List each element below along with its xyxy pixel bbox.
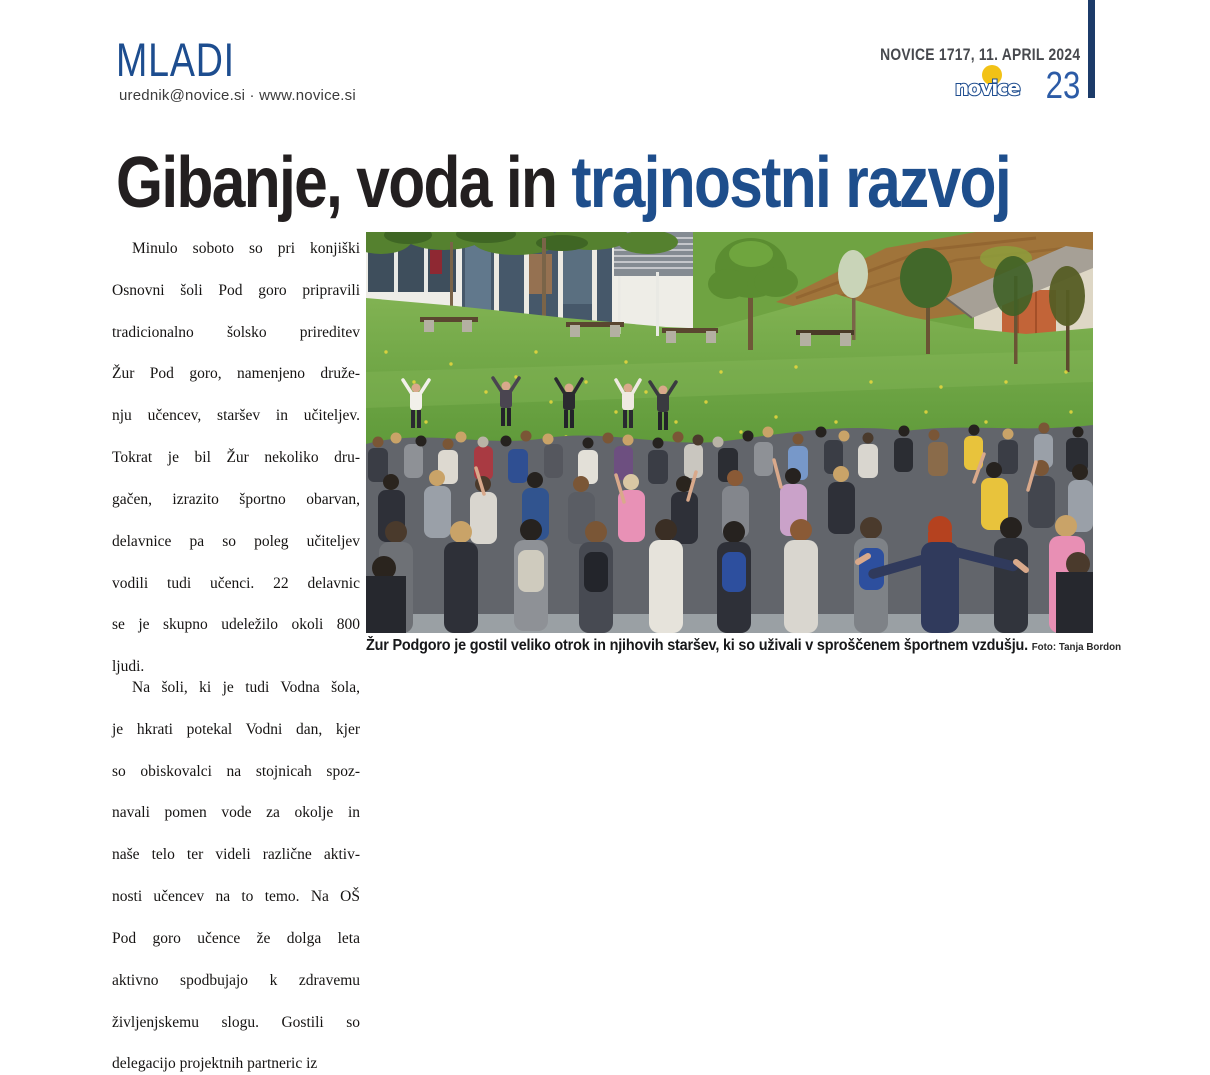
photo-crowd bbox=[366, 423, 1093, 634]
logo-text: novice bbox=[954, 76, 1019, 100]
article-line: nosti učencev na to temo. Na OŠ bbox=[112, 888, 360, 906]
article-paragraph bbox=[112, 678, 360, 1075]
corner-bar bbox=[1088, 0, 1095, 98]
article-line: Osnovni šoli Pod goro pripravili bbox=[112, 281, 360, 299]
logo-row bbox=[946, 64, 1080, 107]
article-line: je hkrati potekal Vodni dan, kjer bbox=[112, 720, 360, 738]
article-line: gačen, izrazito športno obarvan, bbox=[112, 490, 360, 508]
article-line: delegacijo projektnih partneric iz bbox=[112, 1055, 318, 1073]
article-line: Na šoli, ki je tudi Vodna šola, bbox=[132, 679, 360, 697]
article-line: Minulo soboto so pri konjiški bbox=[132, 240, 360, 257]
contact-line: urednik@novice.si · www.novice.si bbox=[119, 87, 356, 104]
headline-black-part: Gibanje, voda in bbox=[116, 143, 572, 223]
article-line: Tokrat je bil Žur nekoliko dru- bbox=[112, 449, 360, 467]
article-line: nju učencev, staršev in učiteljev. bbox=[112, 407, 360, 425]
photo-caption: Žur Podgoro je gostil veliko otrok in njihovih staršev, ki so uživali v sproščenem športnem vzdušju. bbox=[366, 637, 1029, 654]
photo-caption-row bbox=[366, 637, 1122, 655]
section-title: MLADI bbox=[116, 33, 235, 86]
novice-logo bbox=[946, 64, 1028, 102]
article-line: so obiskovalci na stojnicah spoz- bbox=[112, 762, 360, 780]
article-line: naše telo ter videli različne aktiv- bbox=[112, 846, 360, 864]
article-headline bbox=[116, 143, 1010, 223]
photo-credit: Foto: Tanja Bordon bbox=[1031, 641, 1122, 653]
article-line: življenjskemu slogu. Gostili so bbox=[112, 1013, 360, 1031]
article-line: navali pomen vode za okolje in bbox=[112, 804, 360, 822]
article-line: tradicionalno šolsko prireditev bbox=[112, 323, 360, 341]
article-line: se je skupno udeležilo okoli 800 bbox=[112, 616, 360, 634]
issue-info: NOVICE 1717, 11. APRIL 2024 bbox=[879, 46, 1080, 64]
article-photo bbox=[366, 232, 1093, 633]
headline-blue-part: trajnostni razvoj bbox=[571, 143, 1010, 223]
article-line: Žur Pod goro, namenjeno druže- bbox=[112, 365, 360, 383]
article-column bbox=[112, 239, 360, 1075]
article-line: delavnice pa so poleg učiteljev bbox=[112, 532, 360, 550]
article-line: vodili tudi učenci. 22 delavnic bbox=[112, 574, 360, 592]
article-line: ljudi. bbox=[112, 658, 145, 676]
article-line: Pod goro učence že dolga leta bbox=[112, 929, 360, 947]
page-number: 23 bbox=[1045, 64, 1080, 107]
article-line: aktivno spodbujajo k zdravemu bbox=[112, 971, 360, 989]
article-paragraph bbox=[112, 239, 360, 678]
